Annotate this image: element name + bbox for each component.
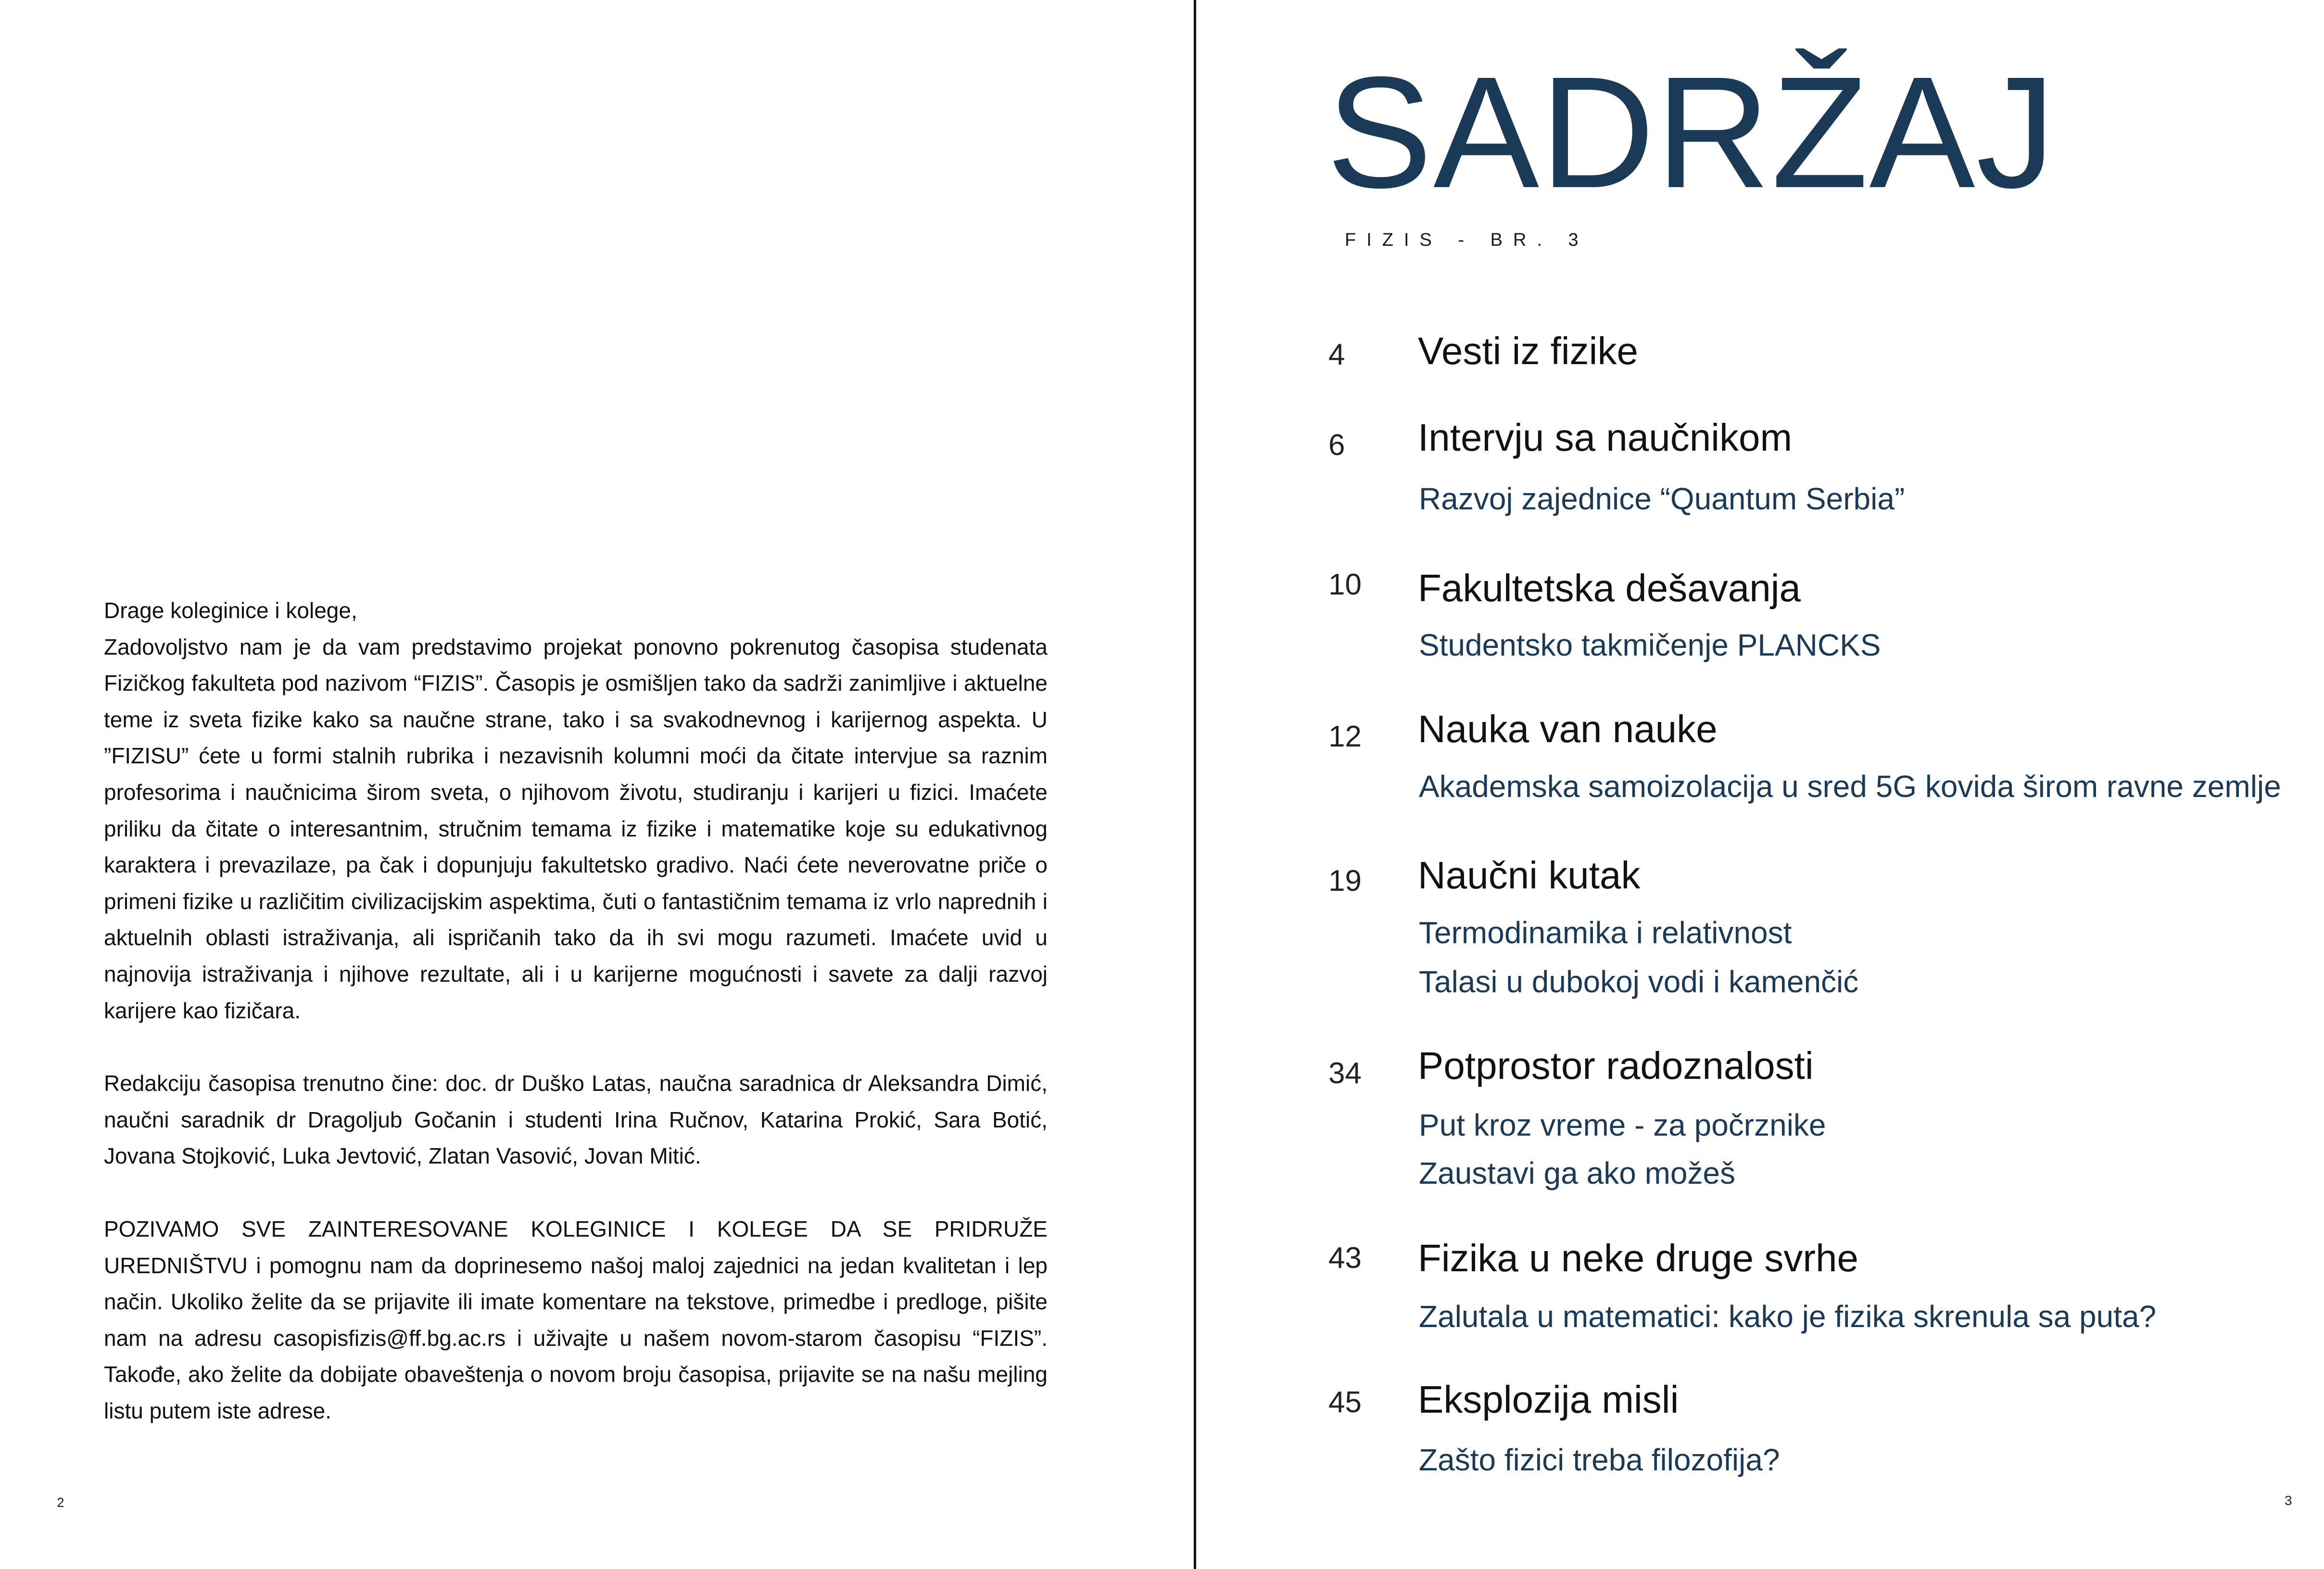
toc-page-number: 45 <box>1328 1386 1362 1419</box>
toc-subheading[interactable]: Zaustavi ga ako možeš <box>1419 1156 1736 1190</box>
spread-divider <box>1194 0 1196 1569</box>
page-number-right: 3 <box>2285 1493 2292 1508</box>
toc-heading[interactable]: Naučni kutak <box>1418 854 1641 897</box>
toc-page-number: 10 <box>1328 568 1362 601</box>
toc-page-number: 43 <box>1328 1241 1362 1275</box>
toc-heading[interactable]: Fizika u neke druge svrhe <box>1418 1237 1859 1279</box>
toc-page-number: 34 <box>1328 1057 1362 1090</box>
toc-subheading[interactable]: Studentsko takmičenje PLANCKS <box>1419 628 1881 662</box>
toc-subheading[interactable]: Talasi u dubokoj vodi i kamenčić <box>1419 964 1859 999</box>
toc-page-number: 4 <box>1328 338 1345 371</box>
toc-page-number: 6 <box>1328 429 1345 462</box>
toc-subheading[interactable]: Zalutala u matematici: kako je fizika skrenula sa puta? <box>1419 1299 2157 1334</box>
toc-heading[interactable]: Fakultetska dešavanja <box>1418 567 1801 609</box>
letter-editors-paragraph: Redakciju časopisa trenutno čine: doc. dr Duško Latas, naučna saradnica dr Aleksandra Dimić, naučni saradnik dr Dragoljub Gočanin i studenti Irina Ručnov, Katarina Prokić, Sara Botić, Jovana Stojković, Luka Jevtović, Zlatan Vasović, Jovan Mitić. <box>104 1071 1048 1169</box>
toc-subheading[interactable]: Put kroz vreme - za počrznike <box>1419 1108 1826 1142</box>
letter-invite-paragraph: POZIVAMO SVE ZAINTERESOVANE KOLEGINICE I KOLEGE DA SE PRIDRUŽE UREDNIŠTVU i pomognu nam da doprinesemo našoj maloj zajednici na jedan kvalitetan i lep način. Ukoliko želite da se prijavite ili imate komentare na tekstove, primedbe i predloge, pišite nam na adresu casopisfizis@ff.bg.ac.rs i uživajte u našem novom-starom časopisu “FIZIS”. Takođe, ako želite da dobijate obaveštenja o novom broju časopisa, prijavite se na našu mejling listu putem iste adrese. <box>104 1216 1048 1423</box>
toc-subheading[interactable]: Zašto fizici treba filozofija? <box>1419 1442 1780 1477</box>
toc-heading[interactable]: Vesti iz fizike <box>1418 329 1638 372</box>
toc-subheading[interactable]: Termodinamika i relativnost <box>1419 915 1792 950</box>
toc-subheading[interactable]: Akademska samoizolacija u sred 5G kovida širom ravne zemlje <box>1419 769 2281 804</box>
letter-intro-paragraph: Zadovoljstvo nam je da vam predstavimo projekat ponovno pokrenutog časopisa studenata Fizičkog fakulteta pod nazivom “FIZIS”. Časopis je osmišljen tako da sadrži zanimljive i aktuelne teme iz sveta fizike kako sa naučne strane, tako i sa svakodnevnog i karijernog aspekta. U ”FIZISU” ćete u formi stalnih rubrika i nezavisnih kolumni moći da čitate intervjue sa raznim profesorima i naučnicima širom sveta, o njihovom životu, studiranju i karijeri u fizici. Imaćete priliku da čitate o interesantnim, stručnim temama iz fizike i matematike koje su edukativnog karaktera i prevazilaze, pa čak i dopunjuju fakultetsko gradivo. Naći ćete neverovatne priče o primeni fizike u različitim civilizacijskim aspektima, čuti o fantastičnim temama iz vrlo naprednih i aktuelnih oblasti istraživanja, ali ispričanih tako da ih svi mogu razumeti. Imaćete uvid u najnovija istraživanja i njihove rezultate, ali i u karijerne mogućnosti i savete za dalji razvoj karijere kao fizičara. <box>104 634 1048 1023</box>
toc-subheading[interactable]: Razvoj zajednice “Quantum Serbia” <box>1419 481 1905 516</box>
page-number-left: 2 <box>57 1495 64 1510</box>
toc-heading[interactable]: Nauka van nauke <box>1418 708 1718 750</box>
toc-page-number: 19 <box>1328 864 1362 898</box>
toc-heading[interactable]: Potprostor radoznalosti <box>1418 1044 1814 1087</box>
toc-heading[interactable]: Intervju sa naučnikom <box>1418 416 1793 459</box>
editorial-letter <box>104 593 1048 1429</box>
issue-label: FIZIS - BR. 3 <box>1345 230 1589 250</box>
toc-page-number: 12 <box>1328 720 1362 753</box>
toc-heading[interactable]: Eksplozija misli <box>1418 1378 1679 1421</box>
page-title: SADRŽAJ <box>1326 43 2057 221</box>
letter-greeting: Drage koleginice i kolege, <box>104 598 357 623</box>
